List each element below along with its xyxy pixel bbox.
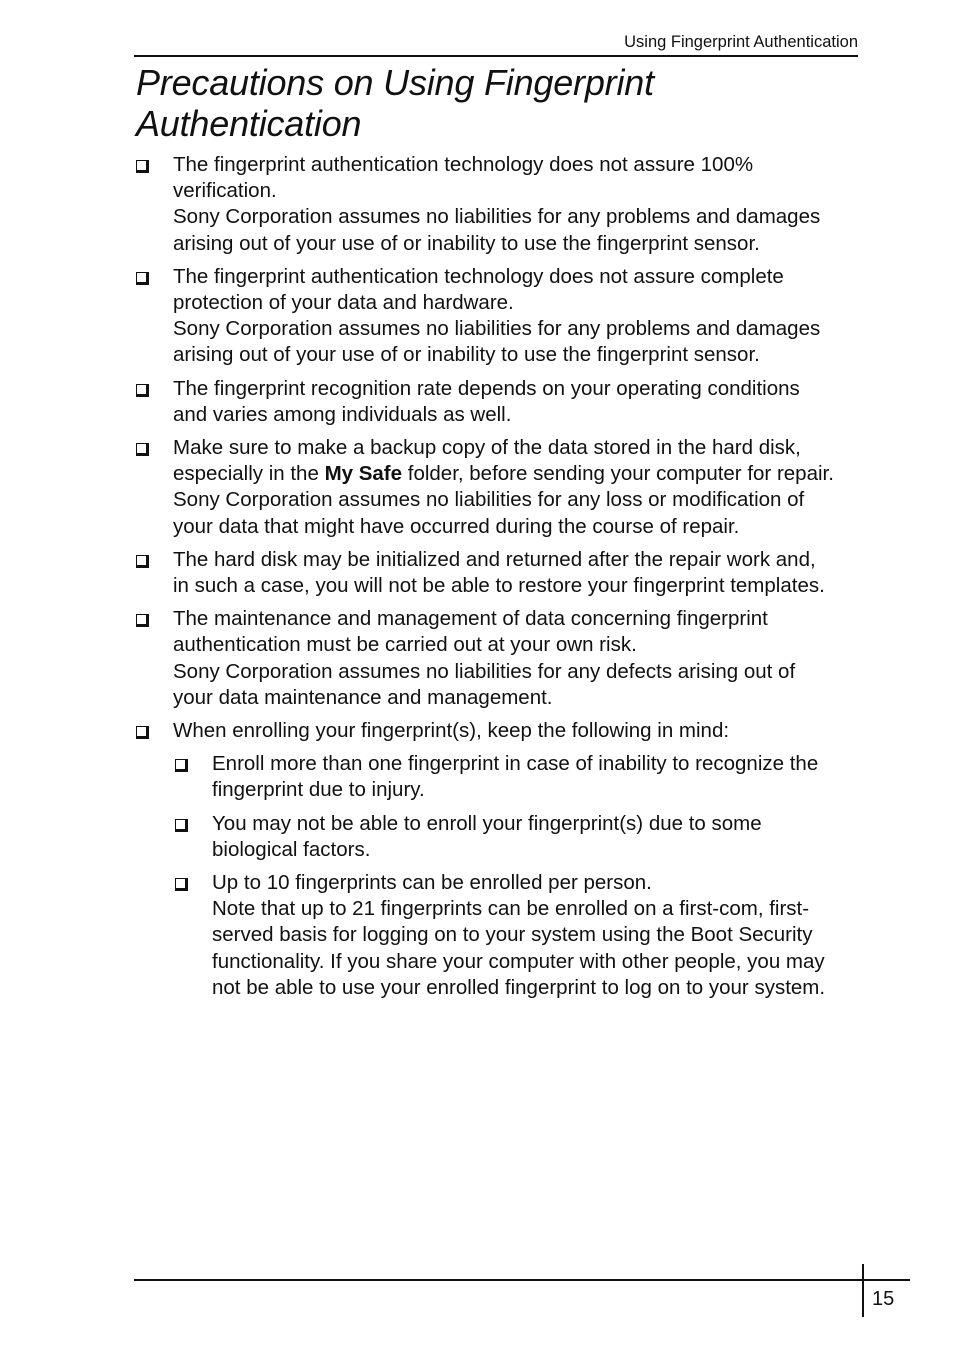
page-number: 15 — [872, 1288, 895, 1310]
item-text-line: arising out of your use of or inability to use the fingerprint sensor. — [173, 231, 760, 255]
item-text-line: functionality. If you share your computer with other people, you may — [212, 949, 825, 973]
sublist-item — [173, 870, 862, 1001]
item-text-line: arising out of your use of or inability to use the fingerprint sensor. — [173, 343, 760, 367]
item-text-line: Up to 10 fingerprints can be enrolled per person. — [212, 871, 652, 895]
item-text-line: Enroll more than one fingerprint in case of inability to recognize the — [212, 752, 819, 776]
item-text-line: The fingerprint authentication technology does not assure complete — [173, 264, 784, 288]
checkbox-bullet-icon — [175, 819, 188, 832]
item-text-line: The fingerprint recognition rate depends on your operating conditions — [173, 376, 800, 400]
list-item — [134, 152, 862, 257]
my-safe-folder-name: My Safe — [324, 462, 403, 486]
item-text-line: Sony Corporation assumes no liabilities for any loss or modification of — [173, 488, 805, 512]
item-text-line: Sony Corporation assumes no liabilities for any problems and damages — [173, 205, 821, 229]
checkbox-bullet-icon — [136, 443, 149, 456]
list-item — [134, 547, 862, 599]
list-item — [134, 376, 862, 428]
item-text-line: fingerprint due to injury. — [212, 778, 425, 802]
list-item — [134, 718, 862, 1001]
item-text-line: not be able to use your enrolled fingerprint to log on to your system. — [212, 975, 826, 999]
checkbox-bullet-icon — [175, 878, 188, 891]
footer-rule — [134, 1279, 910, 1281]
precautions-list — [134, 152, 862, 1008]
enrollment-sublist — [173, 751, 862, 1001]
item-text-fragment: especially in the — [173, 462, 325, 486]
item-text-line: your data maintenance and management. — [173, 685, 553, 709]
checkbox-bullet-icon — [136, 272, 149, 285]
page-title-line-1: Precautions on Using Fingerprint — [136, 62, 654, 103]
item-text-line: served basis for logging on to your system using the Boot Security — [212, 923, 813, 947]
page-title-line-2: Authentication — [136, 103, 362, 144]
item-text-line: Sony Corporation assumes no liabilities for any problems and damages — [173, 317, 821, 341]
item-text-line: The maintenance and management of data concerning fingerprint — [173, 607, 768, 631]
footer-divider — [862, 1264, 864, 1317]
checkbox-bullet-icon — [136, 160, 149, 173]
item-text-line: You may not be able to enroll your fingerprint(s) due to some — [212, 811, 762, 835]
item-text-line: verification. — [173, 179, 277, 203]
item-text-fragment: folder, before sending your computer for repair. — [402, 462, 834, 486]
item-text-line: authentication must be carried out at your own risk. — [173, 633, 637, 657]
item-text-line: your data that might have occurred during the course of repair. — [173, 514, 740, 538]
running-header-title: Using Fingerprint Authentication — [624, 33, 858, 51]
item-text-line: When enrolling your fingerprint(s), keep the following in mind: — [173, 719, 730, 743]
sublist-item — [173, 811, 862, 863]
item-text-line: Note that up to 21 fingerprints can be enrolled on a first-com, first- — [212, 897, 810, 921]
running-header — [134, 30, 858, 57]
item-text-line: The hard disk may be initialized and returned after the repair work and, — [173, 547, 816, 571]
item-text-line: biological factors. — [212, 837, 371, 861]
list-item — [134, 435, 862, 540]
list-item — [134, 606, 862, 711]
item-text-line: and varies among individuals as well. — [173, 402, 512, 426]
sublist-item — [173, 751, 862, 803]
item-text-line: Sony Corporation assumes no liabilities for any defects arising out of — [173, 659, 796, 683]
checkbox-bullet-icon — [136, 726, 149, 739]
item-text-line: Make sure to make a backup copy of the data stored in the hard disk, — [173, 436, 801, 460]
checkbox-bullet-icon — [175, 759, 188, 772]
page-title — [136, 62, 856, 144]
item-text-line: The fingerprint authentication technology does not assure 100% — [173, 153, 754, 176]
checkbox-bullet-icon — [136, 555, 149, 568]
checkbox-bullet-icon — [136, 384, 149, 397]
item-text-line: protection of your data and hardware. — [173, 291, 514, 315]
checkbox-bullet-icon — [136, 614, 149, 627]
list-item — [134, 264, 862, 369]
item-text-line: in such a case, you will not be able to restore your fingerprint templates. — [173, 574, 825, 598]
item-text-line — [173, 461, 862, 487]
